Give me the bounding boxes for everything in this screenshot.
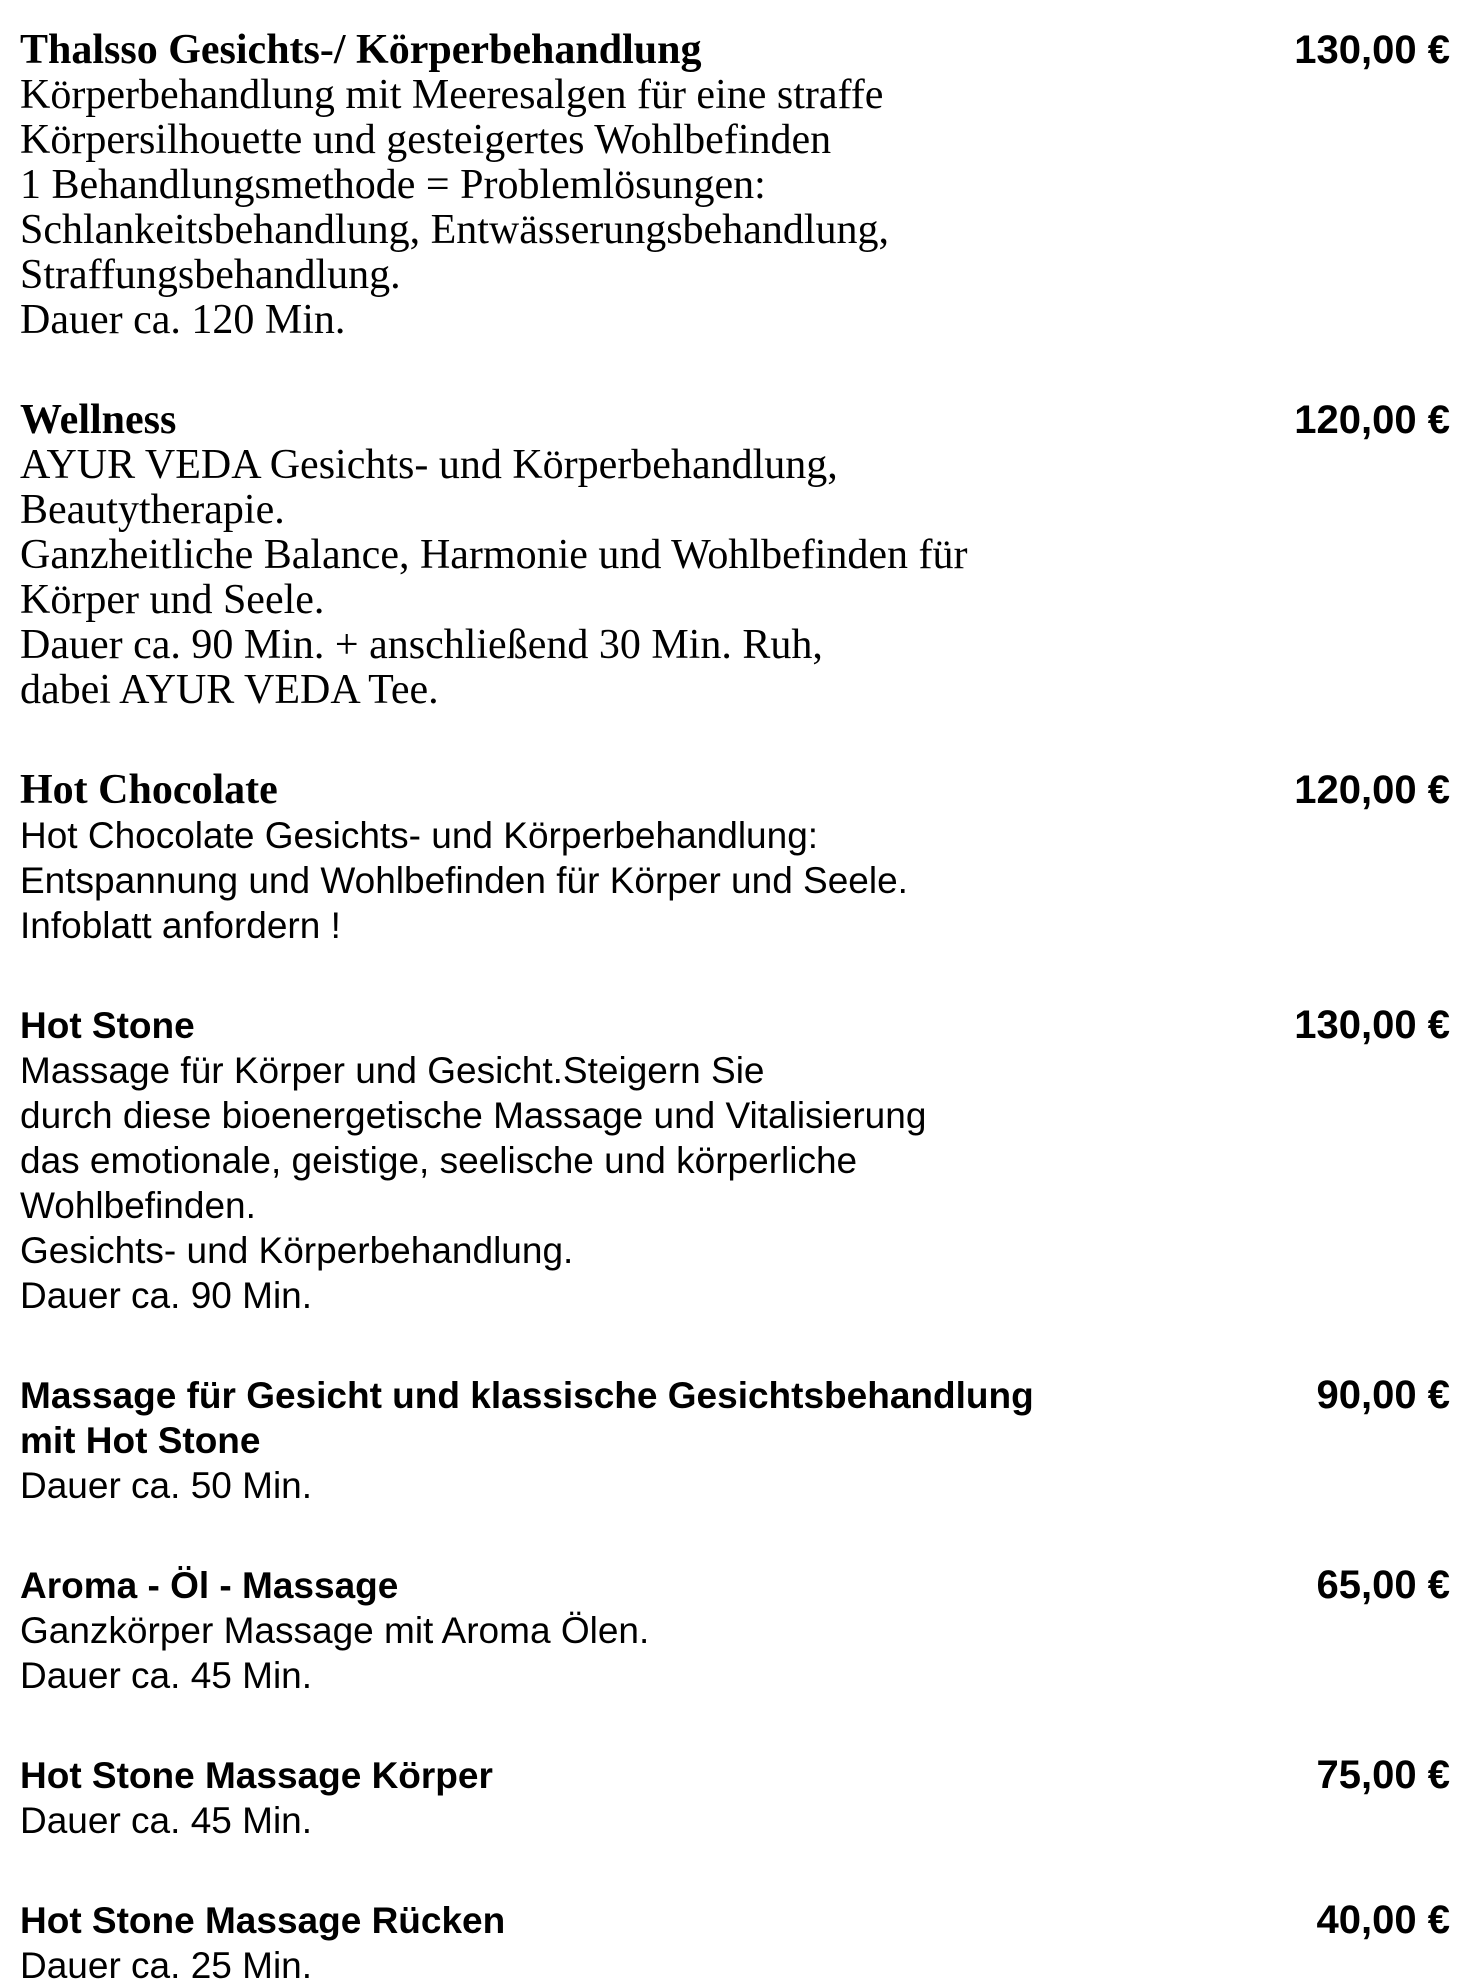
item-description-line: Massage für Körper und Gesicht.Steigern Sie — [20, 1050, 765, 1091]
menu-item-hot-stone — [20, 1003, 1450, 1318]
item-price: 40,00 € — [1316, 1898, 1450, 1942]
item-description-line: Entspannung und Wohlbefinden für Körper und Seele. — [20, 860, 908, 901]
item-description-line: Infoblatt anfordern ! — [20, 905, 341, 946]
item-title: Aroma - Öl - Massage — [20, 1565, 399, 1606]
item-description-line: Körperbehandlung mit Meeresalgen für eine straffe — [20, 72, 884, 118]
item-description-line: Dauer ca. 45 Min. — [20, 1800, 313, 1841]
item-title: Massage für Gesicht und klassische Gesichtsbehandlung — [20, 1375, 1034, 1416]
item-description-line: Gesichts- und Körperbehandlung. — [20, 1230, 574, 1271]
item-title: Wellness — [20, 397, 177, 443]
item-text — [20, 1753, 1287, 1843]
item-text — [20, 28, 1264, 343]
item-title: Hot Chocolate — [20, 767, 278, 813]
item-description-line: durch diese bioenergetische Massage und Vitalisierung — [20, 1095, 927, 1136]
item-price: 130,00 € — [1294, 1003, 1450, 1047]
menu-item-thalsso — [20, 28, 1450, 343]
item-title-line-2: mit Hot Stone — [20, 1420, 261, 1461]
item-text — [20, 398, 1264, 713]
item-price: 75,00 € — [1316, 1753, 1450, 1797]
item-description-line: Wohlbefinden. — [20, 1185, 256, 1226]
item-text — [20, 1898, 1287, 1988]
item-description-line: dabei AYUR VEDA Tee. — [20, 667, 439, 713]
item-description-line: Hot Chocolate Gesichts- und Körperbehandlung: — [20, 815, 819, 856]
item-title: Thalsso Gesichts-/ Körperbehandlung — [20, 27, 702, 73]
item-title: Hot Stone Massage Rücken — [20, 1900, 506, 1941]
item-description-line: Schlankeitsbehandlung, Entwässerungsbehandlung, — [20, 207, 889, 253]
item-description-line: Dauer ca. 90 Min. — [20, 1275, 313, 1316]
menu-item-wellness — [20, 398, 1450, 713]
item-price: 130,00 € — [1294, 28, 1450, 72]
item-title: Hot Stone — [20, 1005, 195, 1046]
item-title: Hot Stone Massage Körper — [20, 1755, 493, 1796]
item-description-line: AYUR VEDA Gesichts- und Körperbehandlung, — [20, 442, 838, 488]
item-text — [20, 1003, 1264, 1318]
item-text — [20, 1563, 1287, 1698]
menu-item-aroma-oel-massage — [20, 1563, 1450, 1698]
item-description-line: Ganzkörper Massage mit Aroma Ölen. — [20, 1610, 650, 1651]
item-text — [20, 768, 1264, 948]
item-description-line: Körper und Seele. — [20, 577, 325, 623]
menu-item-hot-chocolate — [20, 768, 1450, 948]
item-description-line: Körpersilhouette und gesteigertes Wohlbefinden — [20, 117, 832, 163]
item-text — [20, 1373, 1287, 1508]
item-description-line: Straffungsbehandlung. — [20, 252, 401, 298]
item-description-line: Beautytherapie. — [20, 487, 285, 533]
item-description-line: das emotionale, geistige, seelische und körperliche — [20, 1140, 858, 1181]
menu-item-gesichtsmassage-hot-stone — [20, 1373, 1450, 1508]
item-description-line: Ganzheitliche Balance, Harmonie und Wohlbefinden für — [20, 532, 968, 578]
item-description-line: Dauer ca. 50 Min. — [20, 1465, 313, 1506]
item-description-line: Dauer ca. 120 Min. — [20, 297, 346, 343]
item-description-line: Dauer ca. 90 Min. + anschließend 30 Min. Ruh, — [20, 622, 823, 668]
item-description-line: 1 Behandlungsmethode = Problemlösungen: — [20, 162, 766, 208]
item-price: 120,00 € — [1294, 398, 1450, 442]
item-description-line: Dauer ca. 25 Min. — [20, 1945, 313, 1986]
item-description-line: Dauer ca. 45 Min. — [20, 1655, 313, 1696]
menu-item-hot-stone-koerper — [20, 1753, 1450, 1843]
item-price: 120,00 € — [1294, 768, 1450, 812]
item-price: 65,00 € — [1316, 1563, 1450, 1607]
menu-item-hot-stone-ruecken — [20, 1898, 1450, 1988]
item-price: 90,00 € — [1316, 1373, 1450, 1417]
